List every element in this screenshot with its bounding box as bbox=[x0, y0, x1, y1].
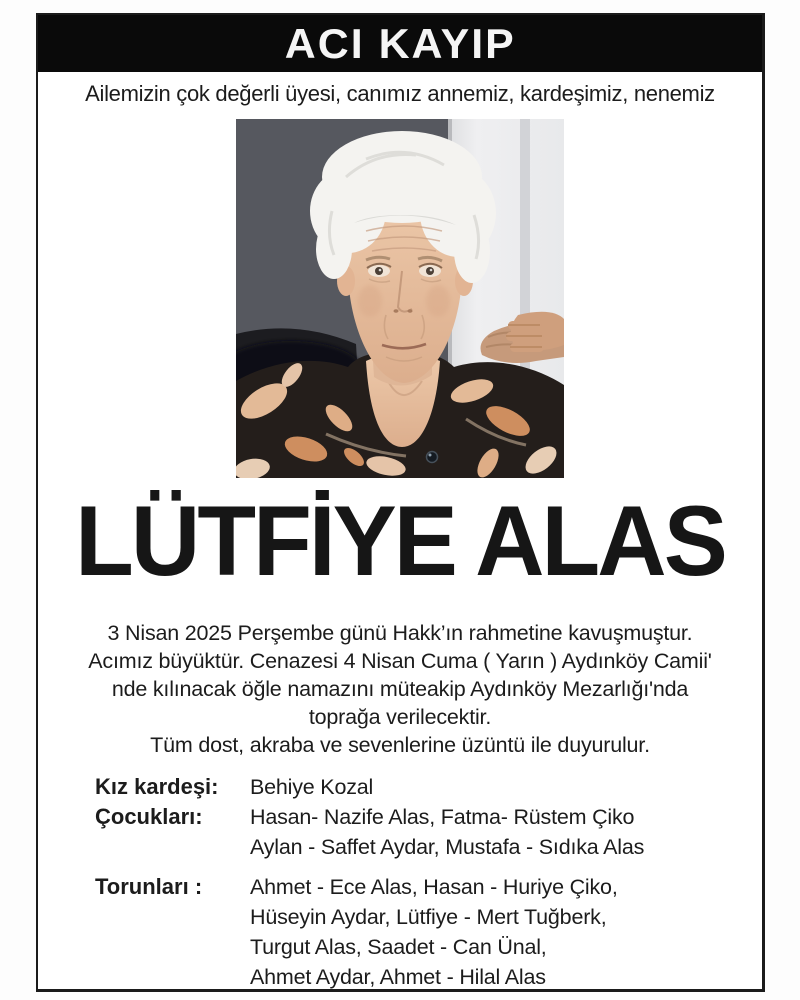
relative-row-grandchildren bbox=[38, 872, 762, 992]
relative-line: Ahmet Aydar, Ahmet - Hilal Alas bbox=[250, 965, 546, 989]
announcement-line: Tüm dost, akraba ve sevenlerine üzüntü ile duyurulur. bbox=[150, 733, 650, 757]
banner bbox=[38, 15, 762, 72]
portrait-photo-illustration bbox=[236, 119, 564, 478]
relative-row-sister bbox=[38, 772, 762, 802]
relative-names bbox=[250, 772, 762, 802]
portrait-photo bbox=[236, 119, 564, 478]
relative-names bbox=[250, 872, 762, 992]
relative-line: Aylan - Saffet Aydar, Mustafa - Sıdıka Alas bbox=[250, 835, 645, 859]
announcement-text bbox=[38, 619, 762, 759]
relative-label: Kız kardeşi: bbox=[95, 774, 219, 799]
subtitle: Ailemizin çok değerli üyesi, canımız annemiz, kardeşimiz, nenemiz bbox=[85, 81, 715, 106]
banner-title: ACI KAYIP bbox=[284, 19, 516, 67]
relative-line: Turgut Alas, Saadet - Can Ünal, bbox=[250, 935, 547, 959]
announcement-line: Acımız büyüktür. Cenazesi 4 Nisan Cuma ( Yarın ) Aydınköy Camii' bbox=[88, 649, 712, 673]
relative-line: Ahmet - Ece Alas, Hasan - Huriye Çiko, bbox=[250, 875, 618, 899]
announcement-line: toprağa verilecektir. bbox=[308, 705, 492, 729]
relative-row-children bbox=[38, 802, 762, 862]
announcement-line: nde kılınacak öğle namazını müteakip Aydınköy Mezarlığı'nda bbox=[111, 677, 689, 701]
announcement-line: 3 Nisan 2025 Perşembe günü Hakk’ın rahmetine kavuşmuştur. bbox=[107, 621, 693, 645]
obituary-card bbox=[36, 13, 765, 992]
relative-label: Torunları : bbox=[95, 874, 203, 899]
deceased-name: LÜTFİYE ALAS bbox=[75, 485, 725, 596]
relative-label: Çocukları: bbox=[95, 804, 203, 829]
relative-line: Hasan- Nazife Alas, Fatma- Rüstem Çiko bbox=[250, 805, 635, 829]
relative-names bbox=[250, 802, 762, 862]
relative-line: Behiye Kozal bbox=[250, 775, 374, 799]
relatives-section bbox=[38, 772, 762, 992]
relative-line: Hüseyin Aydar, Lütfiye - Mert Tuğberk, bbox=[250, 905, 607, 929]
